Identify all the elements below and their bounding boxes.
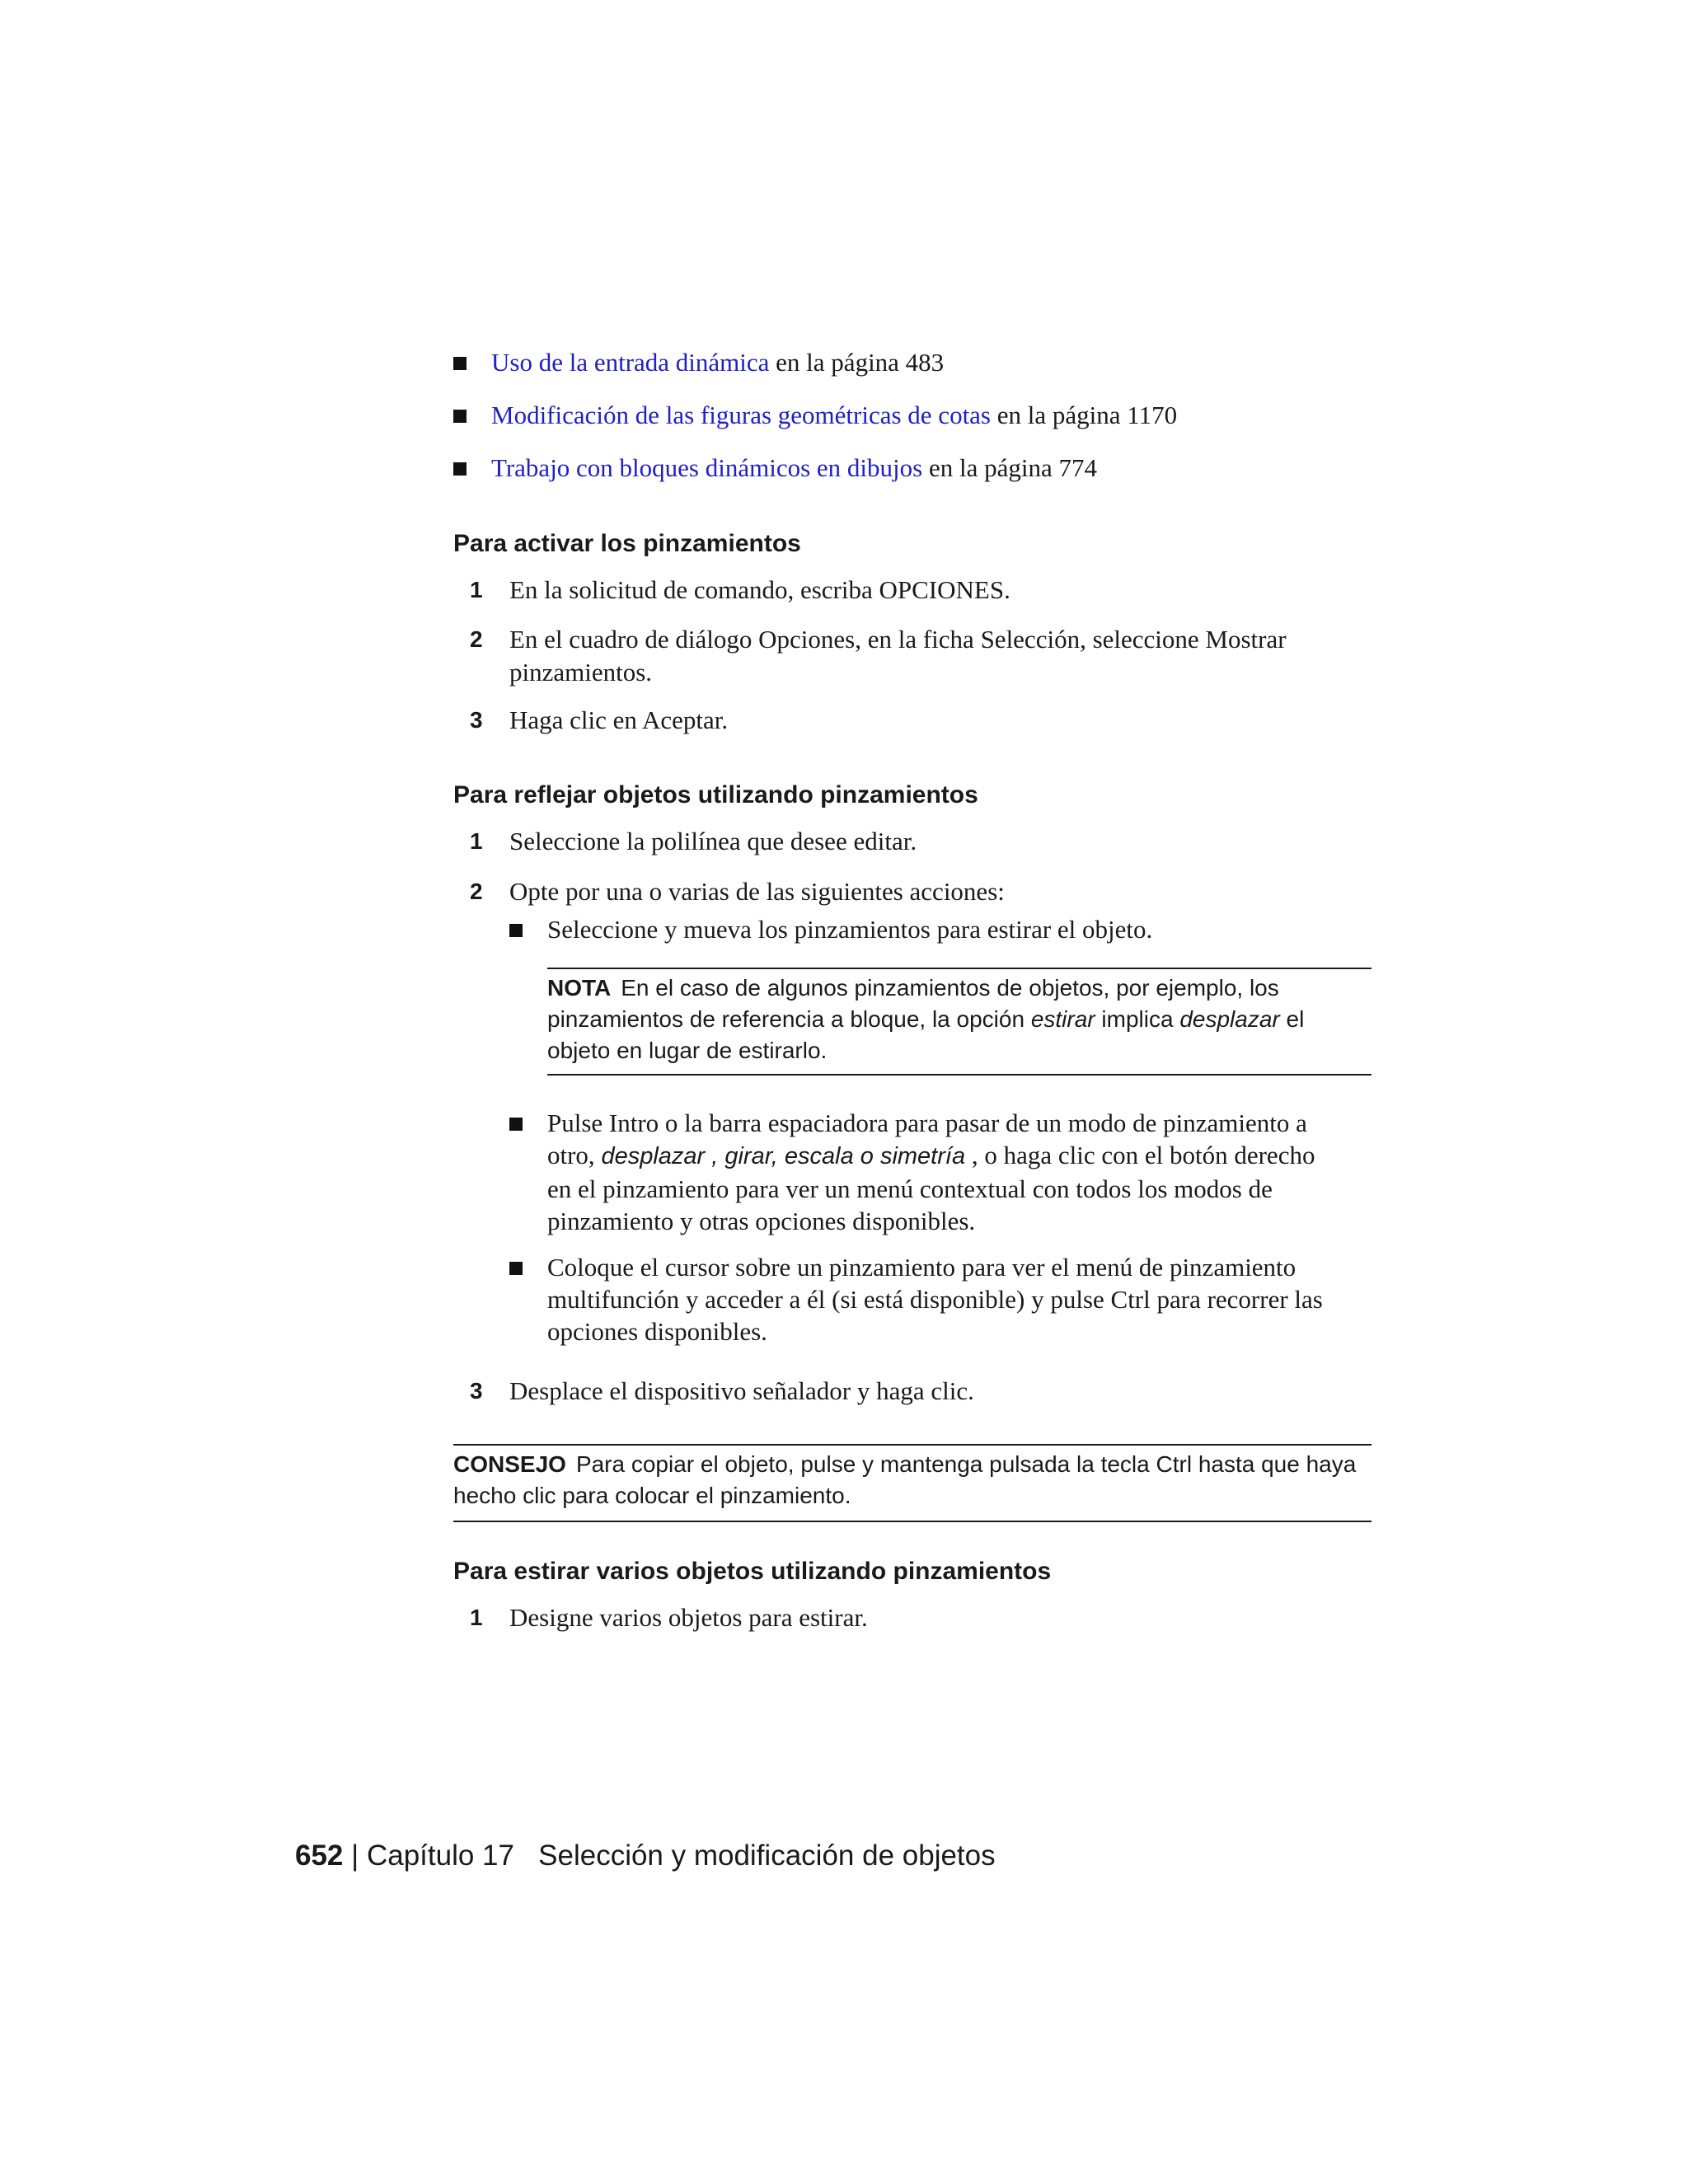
bullet-square-icon: [453, 357, 467, 370]
step-number: 1: [470, 577, 483, 602]
step-text: En la solicitud de comando, escriba OPCIONES.: [509, 575, 1010, 604]
sub-bullet-text: Seleccione y mueva los pinzamientos para estirar el objeto.: [547, 915, 1153, 944]
reference-link[interactable]: Uso de la entrada dinámica: [491, 348, 770, 377]
tip-box: CONSEJO Para copiar el objeto, pulse y mantenga pulsada la tecla Ctrl hasta que haya hecho clic para colocar el pinzamiento.: [453, 1451, 1357, 1508]
sub-bullet-text: Coloque el cursor sobre un pinzamiento para ver el menú de pinzamiento multifunción y acceder a él (si está disponible) y pulse Ctrl para recorrer las opciones disponibles.: [547, 1253, 1323, 1346]
step-number: 1: [470, 828, 483, 854]
step-text: Opte por una o varias de las siguientes acciones:: [509, 877, 1005, 906]
bullet-square-icon: [453, 410, 467, 423]
step-text: Seleccione la polilínea que desee editar.: [509, 827, 917, 855]
step-number: 1: [470, 1605, 483, 1630]
step-number: 2: [470, 879, 483, 904]
section-heading-activar: Para activar los pinzamientos: [453, 530, 801, 557]
footer-separator: |: [343, 1840, 367, 1872]
sub-bullet-text: Pulse Intro o la barra espaciadora para pasar de un modo de pinzamiento a otro, desplazar , girar, escala o simetría , o haga clic con el botón derecho en el pinzamiento para ver un menú contextual con todos los modos de pinzamiento y otras opciones disponibles.: [547, 1108, 1315, 1235]
step-number: 3: [470, 707, 483, 733]
page-footer: [295, 1840, 996, 1872]
step-text: En el cuadro de diálogo Opciones, en la ficha Selección, seleccione Mostrar pinzamientos.: [509, 625, 1287, 687]
tip-top-rule: [453, 1444, 1372, 1446]
bullet-square-icon: [509, 1262, 523, 1275]
step-number: 3: [470, 1378, 483, 1404]
note-box: NOTA En el caso de algunos pinzamientos de objetos, por ejemplo, los pinzamientos de referencia a bloque, la opción estirar implica desplazar el objeto en lugar de estirarlo.: [547, 975, 1305, 1063]
bullet-square-icon: [509, 924, 523, 937]
bullet-square-icon: [509, 1118, 523, 1131]
reference-link[interactable]: Trabajo con bloques dinámicos en dibujos: [491, 453, 923, 482]
section-heading-estirar: Para estirar varios objetos utilizando pinzamientos: [453, 1558, 1052, 1585]
reference-link[interactable]: Modificación de las figuras geométricas de cotas: [491, 401, 991, 429]
step-text: Haga clic en Aceptar.: [509, 705, 729, 734]
tip-label: CONSEJO: [453, 1451, 566, 1477]
note-label: NOTA: [547, 975, 612, 1001]
tip-bottom-rule: [453, 1521, 1372, 1522]
bullet-square-icon: [453, 462, 467, 476]
section-heading-reflejar: Para reflejar objetos utilizando pinzamientos: [453, 781, 978, 808]
page-number: 652: [295, 1840, 344, 1872]
note-top-rule: [547, 968, 1372, 969]
step-number: 2: [470, 626, 483, 652]
chapter-title: Capítulo 17 Selección y modificación de objetos: [366, 1840, 996, 1872]
note-bottom-rule: [547, 1074, 1372, 1076]
step-text: Desplace el dispositivo señalador y haga clic.: [509, 1376, 974, 1405]
step-text: Designe varios objetos para estirar.: [509, 1603, 868, 1632]
